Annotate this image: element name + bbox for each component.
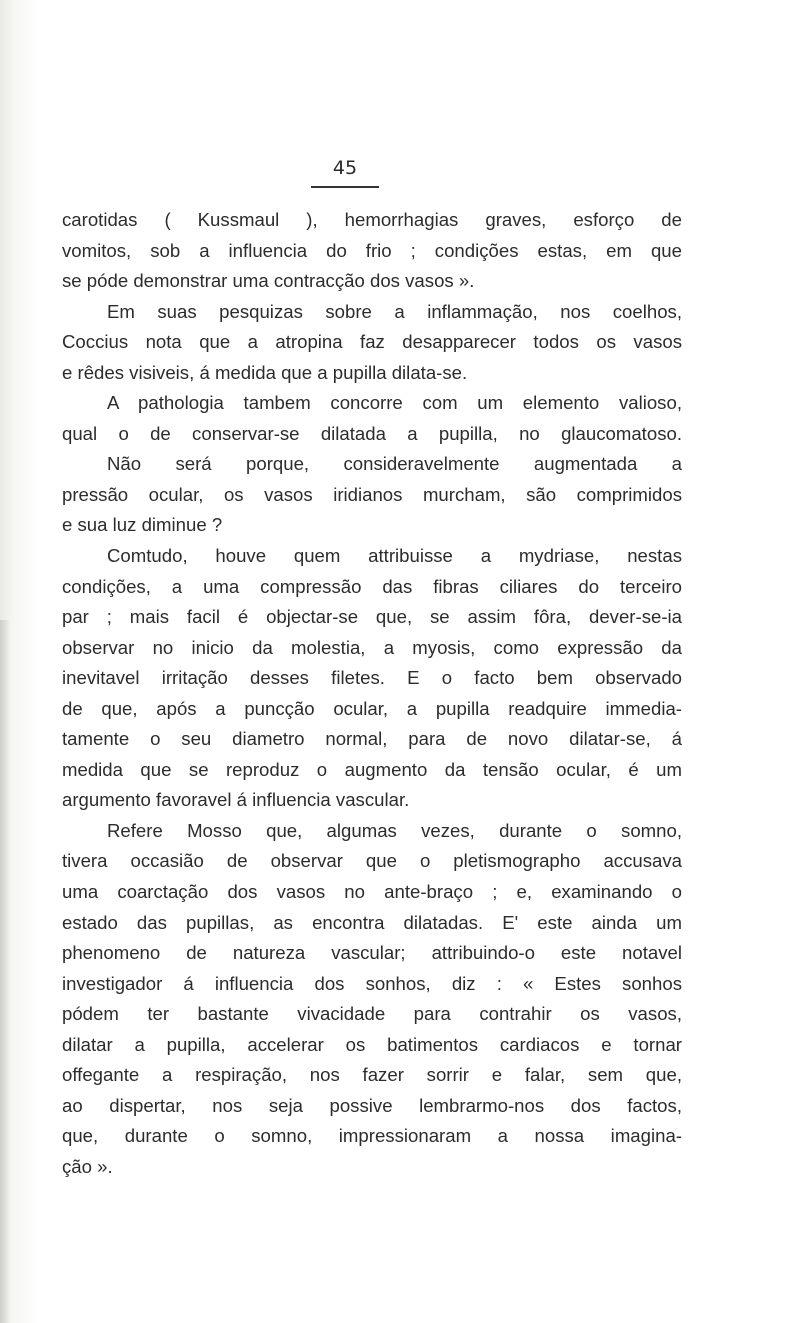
text-line: inevitavel irritação desses filetes. E o facto bem observado (62, 667, 682, 689)
text-line: phenomeno de natureza vascular; attribuindo-o este notavel (62, 942, 682, 964)
text-line: ao dispertar, nos seja possive lembrarmo-nos dos factos, (62, 1094, 682, 1116)
text-line: se póde demonstrar uma contracção dos vasos ». (62, 270, 475, 292)
text-line: observar no inicio da molestia, a myosis, como expressão da (62, 636, 682, 658)
text-line: Refere Mosso que, algumas vezes, durante o somno, (107, 819, 682, 841)
text-line: pódem ter bastante vivacidade para contrahir os vasos, (62, 1003, 682, 1025)
text-line: carotidas ( Kussmaul ), hemorrhagias graves, esforço de (62, 209, 682, 230)
text-line: Coccius nota que a atropina faz desapparecer todos os vasos (62, 331, 682, 353)
text-line: qual o de conservar-se dilatada a pupilla, no glaucomatoso. (62, 422, 682, 444)
text-line: e rêdes visiveis, á medida que a pupilla dilata-se. (62, 361, 468, 383)
text-line: ção ». (62, 1155, 113, 1177)
text-line: offegante a respiração, nos fazer sorrir e falar, sem que, (62, 1064, 682, 1086)
text-line: par ; mais facil é objectar-se que, se assim fôra, dever-se-ia (62, 606, 682, 628)
text-line: Comtudo, houve quem attribuisse a mydriase, nestas (107, 545, 682, 567)
text-line: medida que se reproduz o augmento da tensão ocular, é um (62, 758, 682, 780)
text-line: condições, a uma compressão das fibras ciliares do terceiro (62, 575, 682, 597)
body-text (62, 205, 682, 1183)
text-line: argumento favoravel á influencia vascular. (62, 789, 410, 811)
text-line: vomitos, sob a influencia do frio ; condições estas, em que (62, 239, 682, 261)
text-line: que, durante o somno, impressionaram a nossa imagina- (62, 1125, 682, 1147)
text-line: de que, após a puncção ocular, a pupilla readquire immedia- (62, 697, 682, 719)
spine-shadow (0, 620, 10, 1323)
text-line: dilatar a pupilla, accelerar os batimentos cardiacos e tornar (62, 1033, 682, 1055)
text-line: estado das pupillas, as encontra dilatadas. E' este ainda um (62, 911, 682, 933)
text-line: tivera occasião de observar que o pletismographo accusava (62, 850, 682, 872)
page-number-rule (311, 186, 379, 188)
text-line: investigador á influencia dos sonhos, diz : « Estes sonhos (62, 972, 682, 994)
text-line: Em suas pesquizas sobre a inflammação, nos coelhos, (107, 300, 682, 322)
page-number: 45 (332, 157, 358, 179)
text-line: A pathologia tambem concorre com um elemento valioso, (107, 392, 682, 414)
text-line: Não será porque, consideravelmente augmentada a (107, 453, 682, 475)
text-line: pressão ocular, os vasos iridianos murcham, são comprimidos (62, 483, 682, 505)
text-line: uma coarctação dos vasos no ante-braço ; e, examinando o (62, 881, 682, 903)
text-line: tamente o seu diametro normal, para de novo dilatar-se, á (62, 728, 682, 750)
text-line: e sua luz diminue ? (62, 514, 223, 536)
